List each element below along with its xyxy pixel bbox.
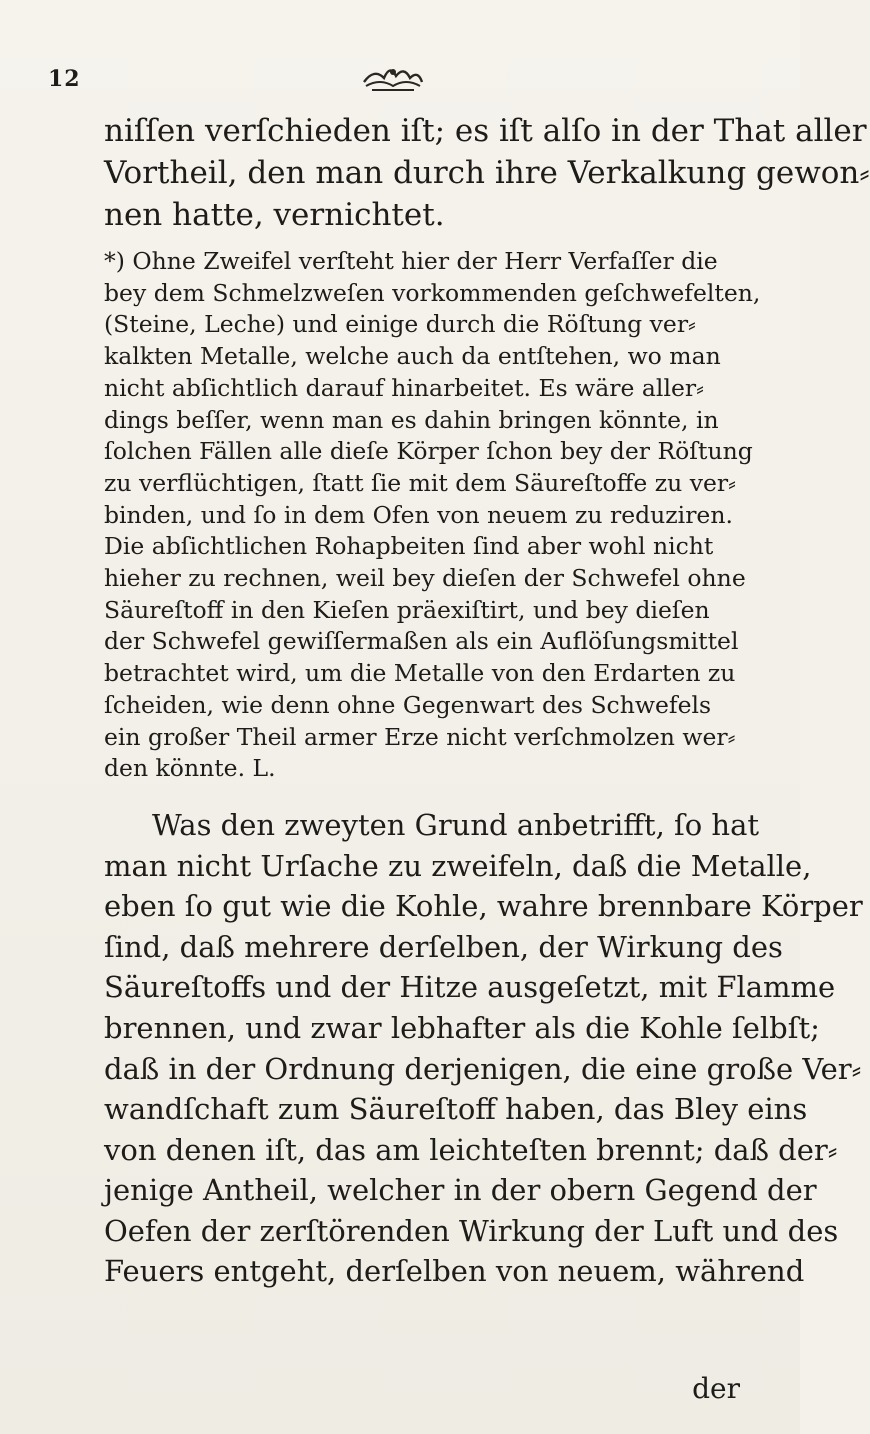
text-line: wandſchaft zum Säureſtoff haben, das Bley eins (104, 1092, 808, 1127)
footnote-line: den könnte. L. (104, 754, 276, 783)
text-line: Säureſtoffs und der Hitze ausgeſetzt, mit Flamme (104, 970, 836, 1005)
footnote-line: ſcheiden, wie denn ohne Gegenwart des Schwefels (104, 690, 712, 719)
printer-ornament-icon (360, 60, 426, 94)
page-number: 12 (48, 66, 81, 92)
footnote (104, 246, 774, 785)
footnote-line: binden, und ſo in dem Ofen von neuem zu reduziren. (104, 500, 733, 529)
text-line: Feuers entgeht, derſelben von neuem, während (104, 1254, 805, 1289)
text-line: eben ſo gut wie die Kohle, wahre brennbare Körper (104, 889, 863, 924)
footnote-line: nicht abſichtlich darauf hinarbeitet. Es wäre aller⸗ (104, 373, 704, 402)
text-line: nen hatte, vernichtet. (104, 197, 445, 233)
text-line: von denen iſt, das am leichteſten brennt; daß der⸗ (104, 1132, 838, 1167)
footnote-line: (Steine, Leche) und einige durch die Röſtung ver⸗ (104, 310, 696, 339)
footnote-line: bey dem Schmelzweſen vorkommenden geſchwefelten, (104, 278, 761, 307)
catchword: der (692, 1372, 740, 1405)
text-line: Was den zweyten Grund anbetrifft, ſo hat (152, 807, 760, 842)
footnote-line: ein großer Theil armer Erze nicht verſchmolzen wer⸗ (104, 722, 736, 751)
footnote-line: zu verflüchtigen, ſtatt ſie mit dem Säureſtoffe zu ver⸗ (104, 468, 736, 497)
second-paragraph (104, 805, 863, 1292)
text-body (104, 110, 870, 1292)
text-line: ſind, daß mehrere derſelben, der Wirkung des (104, 929, 783, 964)
text-line: daß in der Ordnung derjenigen, die eine große Ver⸗ (104, 1051, 862, 1086)
footnote-line: dings beſſer, wenn man es dahin bringen könnte, in (104, 405, 719, 434)
text-line: brennen, und zwar lebhafter als die Kohle ſelbſt; (104, 1010, 820, 1045)
footnote-line: der Schwefel gewiſſermaßen als ein Auflöſungsmittel (104, 627, 739, 656)
main-paragraph (104, 110, 870, 236)
text-line: niſſen verſchieden iſt; es iſt alſo in der That aller (104, 113, 867, 149)
text-line: jenige Antheil, welcher in der obern Gegend der (104, 1173, 817, 1208)
footnote-line: hieher zu rechnen, weil bey dieſen der Schwefel ohne (104, 564, 746, 593)
text-line: Oefen der zerſtörenden Wirkung der Luft und des (104, 1213, 839, 1248)
footnote-line: Säureſtoff in den Kieſen präexiſtirt, und bey dieſen (104, 595, 710, 624)
text-line: Vortheil, den man durch ihre Verkalkung gewon⸗ (104, 155, 870, 191)
footnote-line: Die abſichtlichen Rohарbeiten ſind aber wohl nicht (104, 532, 714, 561)
footnote-line: ſolchen Fällen alle dieſe Körper ſchon bey der Röſtung (104, 437, 753, 466)
text-line: man nicht Urſache zu zweifeln, daß die Metalle, (104, 848, 812, 883)
footnote-line: betrachtet wird, um die Metalle von den Erdarten zu (104, 659, 736, 688)
footnote-line: *) Ohne Zweifel verſteht hier der Herr Verfaſſer die (104, 247, 718, 275)
footnote-line: kalkten Metalle, welche auch da entſtehen, wo man (104, 342, 721, 371)
